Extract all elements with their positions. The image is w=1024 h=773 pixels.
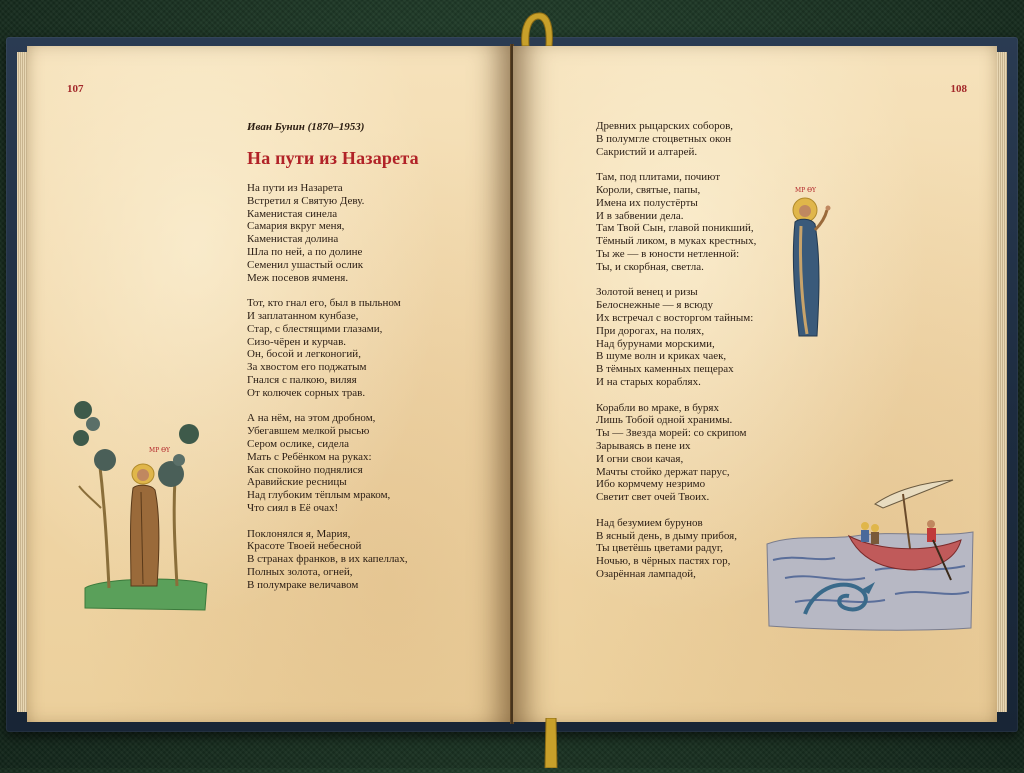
poem-line: В шуме волн и криках чаек, [596, 350, 727, 363]
poem-line: Поклонялся я, Мария, [247, 527, 351, 540]
author-line: Иван Бунин (1870–1953) [247, 121, 365, 133]
poem-line: Как спокойно поднялися [247, 463, 363, 476]
poem-line: Светит свет очей Твоих. [596, 491, 710, 504]
poem-stanza [247, 182, 408, 284]
poem-stanza [596, 171, 756, 273]
bookmark-ribbon-bottom[interactable] [542, 718, 560, 768]
right-page[interactable] [513, 46, 997, 722]
poem-line: Зарываясь в пене их [596, 439, 691, 452]
poem-line: Сером ослике, сидела [247, 437, 349, 450]
poem-line: И заплатанном кунбазе, [247, 309, 359, 322]
poem-line: Над глубоким тёплым мраком, [247, 489, 391, 502]
poem-line: Полных золота, огней, [247, 565, 353, 578]
poem-line: В полумраке величавом [247, 578, 359, 591]
poem-text-left [247, 182, 408, 592]
poem-stanza [596, 517, 756, 581]
poem-line: Ночью, в чёрных пастях гор, [596, 555, 731, 568]
poem-line: Красоте Твоей небесной [247, 540, 362, 553]
poem-line: И огни свои качая, [596, 452, 684, 465]
poem-stanza [596, 402, 756, 504]
poem-line: Мать с Ребёнком на руках: [247, 450, 372, 463]
poem-line: Лишь Тобой одной хранимы. [596, 414, 733, 427]
poem-line: И в забвении дела. [596, 209, 684, 222]
page-edge-right [997, 52, 1007, 712]
poem-line: Гнался с палкою, виляя [247, 373, 357, 386]
poem-line: Над безумием бурунов [596, 516, 703, 529]
poem-line: Тот, кто гнал его, был в пыльном [247, 297, 401, 310]
mother-of-god-illustration [785, 180, 845, 340]
poem-line: И на старых кораблях. [596, 375, 701, 388]
saint-among-trees-illustration [71, 398, 211, 613]
poem-line: Каменистая синела [247, 207, 338, 220]
poem-line: Шла по ней, а по долине [247, 245, 363, 258]
poem-text-right [596, 120, 756, 581]
poem-line: На пути из Назарета [247, 182, 343, 194]
poem-line: Каменистая долина [247, 233, 339, 246]
poem-line: Ибо кормчему незримо [596, 478, 706, 491]
poem-line: Он, босой и легконогий, [247, 348, 361, 361]
poem-line: А на нём, на этом дробном, [247, 412, 376, 425]
poem-line: Встретил я Святую Деву. [247, 194, 365, 207]
poem-line: Ты — Звезда морей: со скрипом [596, 427, 747, 440]
poem-line: Озарённая лампадой, [596, 567, 696, 580]
page-edge-left [17, 52, 27, 712]
poem-line: Семенил ушастый ослик [247, 258, 364, 271]
poem-line: Ты, и скорбная, светла. [596, 260, 704, 273]
page-number-right: 108 [950, 83, 967, 95]
poem-title: На пути из Назарета [247, 148, 419, 168]
poem-line: Меж посевов ячменя. [247, 271, 349, 284]
poem-line: Над бурунами морскими, [596, 337, 715, 350]
poem-line: Сакристий и алтарей. [596, 145, 698, 158]
poem-line: Там Твой Сын, главой поникший, [596, 222, 754, 235]
icon-inscription-left: ΜΡ ΘΥ [149, 447, 170, 454]
poem-line: От колючек сорных трав. [247, 386, 366, 399]
poem-stanza [247, 412, 408, 514]
poem-line: За хвостом его поджатым [247, 361, 367, 374]
poem-line: Ты цветёшь цветами радуг, [596, 542, 723, 555]
poem-line: Древних рыцарских соборов, [596, 120, 734, 132]
poem-stanza [247, 297, 408, 399]
poem-line: В ясный день, в дыму прибоя, [596, 529, 737, 542]
poem-line: При дорогах, на полях, [596, 324, 705, 337]
poem-line: Мачты стойко держат парус, [596, 465, 730, 478]
poem-line: Корабли во мраке, в бурях [596, 401, 719, 414]
poem-line: Сизо-чёрен и курчав. [247, 335, 347, 348]
poem-stanza [596, 120, 756, 158]
ship-on-sea-illustration [765, 474, 975, 634]
poem-line: Аравийские ресницы [247, 476, 347, 489]
poem-line: Белоснежные — я всюду [596, 299, 713, 312]
poem-line: В полумгле стоцветных окон [596, 132, 732, 145]
icon-inscription-right: ΜΡ ΘΥ [795, 187, 816, 194]
poem-line: Там, под плитами, почиют [596, 171, 721, 184]
poem-line: Золотой венец и ризы [596, 286, 698, 299]
poem-line: Имена их полустёрты [596, 196, 698, 209]
poem-line: Самария вкруг меня, [247, 220, 345, 233]
poem-line: Убегавшем мелкой рысью [247, 425, 370, 438]
bookmark-ribbon-top[interactable] [516, 10, 558, 46]
poem-line: В странах франков, в их капеллах, [247, 553, 408, 566]
poem-stanza [247, 528, 408, 592]
poem-line: Ты же — в юности нетленной: [596, 247, 740, 260]
poem-line: Что сиял в Её очах! [247, 501, 339, 514]
poem-line: Тёмный ликом, в муках крестных, [596, 235, 757, 248]
poem-stanza [596, 286, 756, 388]
left-page[interactable] [27, 46, 511, 722]
poem-line: Короли, святые, папы, [596, 183, 701, 196]
poem-line: В тёмных каменных пещерах [596, 363, 734, 376]
page-number-left: 107 [67, 83, 84, 95]
poem-line: Стар, с блестящими глазами, [247, 322, 383, 335]
poem-line: Их встречал с восторгом тайным: [596, 311, 754, 324]
